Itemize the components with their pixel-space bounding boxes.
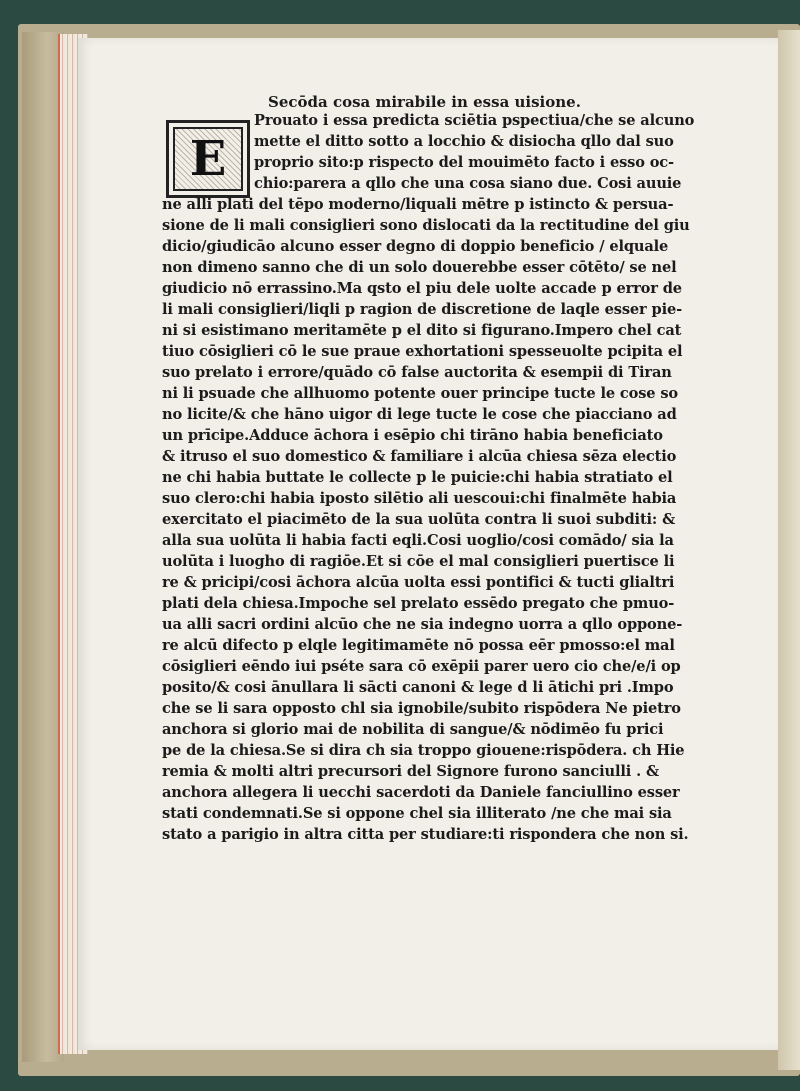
text-line: ni si esistimano meritamēte p el dito si figurano.Impero chel cat: [162, 322, 682, 339]
text-line: mette el ditto sotto a locchio & disiocha qllo dal suo: [254, 133, 674, 150]
text-line: che se li sara opposto chl sia ignobile/subito rispōdera Ne pietro: [162, 700, 681, 717]
text-line: sione de li mali consiglieri sono dislocati da la rectitudine del giu: [162, 217, 690, 234]
text-line: Prouato i essa predicta sciētia pspectiua/che se alcuno: [254, 112, 695, 129]
text-line: proprio sito:p rispecto del mouimēto facto i esso oc-: [254, 154, 674, 171]
text-line: stato a parigio in altra citta per studiare:ti rispondera che non si.: [162, 826, 689, 843]
text-line: stati condemnati.Se si oppone chel sia illiterato /ne che mai sia: [162, 805, 672, 822]
text-line: ne alli plati del tēpo moderno/liquali mētre p istincto & persua-: [162, 196, 674, 213]
text-line: alla sua uolūta li habia facti eqli.Cosi uoglio/cosi comādo/ sia la: [162, 532, 674, 549]
right-page-edge: [778, 30, 800, 1070]
section-heading: Secōda cosa mirabile in essa uisione.: [268, 93, 581, 111]
text-line: & itruso el suo domestico & familiare i alcūa chiesa sēza electio: [162, 448, 677, 465]
text-line: anchora allegera li uecchi sacerdoti da Daniele fanciullino esser: [162, 784, 680, 801]
text-line: uolūta i luogho di ragiōe.Et si cōe el mal consiglieri puertisce li: [162, 553, 675, 570]
text-line: re alcū difecto p elqle legitimamēte nō possa eēr pmosso:el mal: [162, 637, 675, 654]
text-line: pe de la chiesa.Se si dira ch sia troppo giouene:rispōdera. ch Hie: [162, 742, 685, 759]
text-line: anchora si glorio mai de nobilita di sangue/& nōdimēo fu prici: [162, 721, 664, 738]
text-line: giudicio nō errassino.Ma qsto el piu dele uolte accade p error de: [162, 280, 682, 297]
text-line: dicio/giudicāo alcuno esser degno di doppio beneficio / elquale: [162, 238, 669, 255]
text-line: li mali consiglieri/liqli p ragion de discretione de laqle esser pie-: [162, 301, 683, 318]
text-line: no licite/& che hāno uigor di lege tucte le cose che piacciano ad: [162, 406, 677, 423]
decorated-initial: [166, 120, 250, 198]
text-line: un prīcipe.Adduce āchora i esēpio chi tirāno habia beneficiato: [162, 427, 663, 444]
text-line: suo prelato i errore/quādo cō false auctorita & esempii di Tiran: [162, 364, 672, 381]
text-line: remia & molti altri precursori del Signore furono sanciulli . &: [162, 763, 659, 780]
text-line: cōsiglieri eēndo iui pséte sara cō exēpii parer uero cio che/e/i op: [162, 658, 681, 675]
text-line: ne chi habia buttate le collecte p le puicie:chi habia stratiato el: [162, 469, 673, 486]
initial-letter: E: [173, 127, 243, 191]
text-line: ua alli sacri ordini alcūo che ne sia indegno uorra a qllo oppone-: [162, 616, 683, 633]
text-line: chio:parera a qllo che una cosa siano due. Cosi auuie: [254, 175, 682, 192]
text-line: tiuo cōsiglieri cō le sue praue exhortationi spesseuolte pcipita el: [162, 343, 683, 360]
text-line: suo clero:chi habia iposto silētio ali uescoui:chi finalmēte habia: [162, 490, 677, 507]
text-line: non dimeno sanno che di un solo douerebbe esser cōtēto/ se nel: [162, 259, 677, 276]
text-line: posito/& cosi ānullara li sācti canoni & lege d li ātichi pri .Impo: [162, 679, 674, 696]
text-line: ni li psuade che allhuomo potente ouer principe tucte le cose so: [162, 385, 679, 402]
text-line: exercitato el piacimēto de la sua uolūta contra li suoi subditi: &: [162, 511, 676, 528]
text-line: re & pricipi/cosi āchora alcūa uolta essi pontifici & tucti glialtri: [162, 574, 675, 591]
text-line: plati dela chiesa.Impoche sel prelato essēdo pregato che pmuo-: [162, 595, 675, 612]
